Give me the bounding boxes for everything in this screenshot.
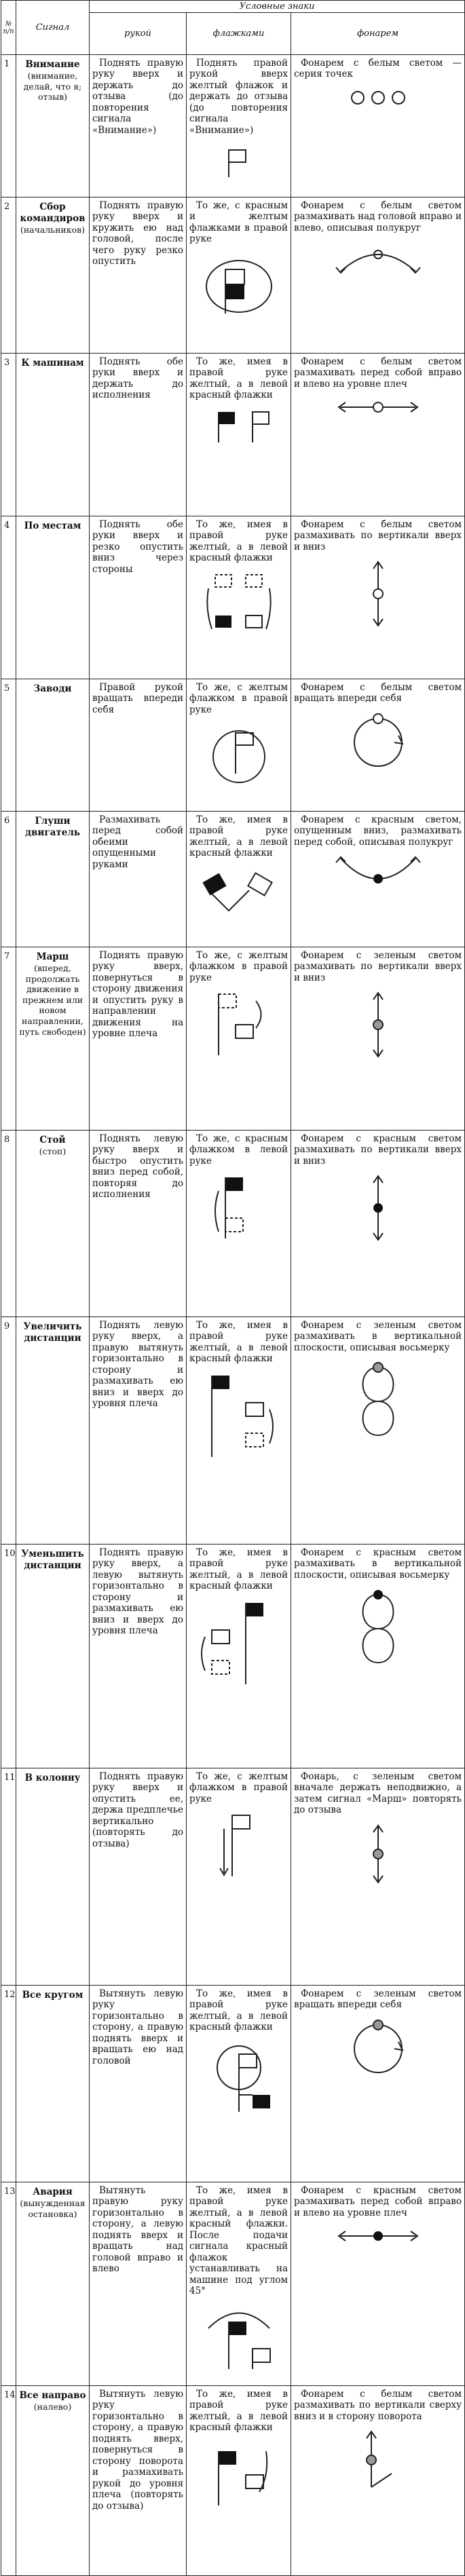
- table-row: [1, 197, 465, 354]
- signal-subtitle: (стоп): [39, 1145, 67, 1156]
- lamp-description-diagram: [294, 2222, 462, 2250]
- hand-description: [90, 1545, 187, 1768]
- lamp-description-text: Фонарем с белым светом вращать впереди себя: [294, 682, 462, 704]
- row-number: 4: [1, 516, 16, 679]
- lamp-description-diagram: [294, 556, 462, 631]
- lamp-description-text: Фонарем с красным светом размахивать перед собой вправо и влево на уровне плеч: [294, 2185, 462, 2218]
- lamp-description: [291, 2386, 465, 2576]
- row-number: 12: [1, 1986, 16, 2182]
- table-row: [1, 1768, 465, 1986]
- lamp-description: [291, 55, 465, 197]
- table-row: [1, 1545, 465, 1768]
- lamp-description: [291, 812, 465, 947]
- hand-description: [90, 197, 187, 354]
- signal-subtitle: (начальников): [20, 224, 86, 235]
- hand-description-text: Поднять правую руку вверх и держать до отзыва (до повторения сигнала «Внимание»): [92, 58, 183, 136]
- header-num: № п/п: [1, 1, 16, 55]
- lamp-description-diagram: [294, 2426, 462, 2501]
- row-number: 13: [1, 2182, 16, 2386]
- lamp-description-diagram: [294, 2015, 462, 2083]
- signal-name: [16, 1131, 90, 1317]
- header-signal: Сигнал: [16, 1, 90, 55]
- lamp-description: [291, 947, 465, 1131]
- lamp-description-text: Фонарем с красным светом размахивать по вертикали вверх и вниз: [294, 1133, 462, 1167]
- lamp-description: [291, 1545, 465, 1768]
- flags-description-diagram: [189, 2438, 288, 2512]
- flags-description: [187, 2182, 291, 2386]
- row-number: 1: [1, 55, 16, 197]
- signal-subtitle: (вынужденная остановка): [20, 2197, 86, 2219]
- signal-name: [16, 516, 90, 679]
- table-row: [1, 1986, 465, 2182]
- flags-description-text: То же, с красным флажком в левой руке: [189, 1133, 288, 1167]
- flags-description-diagram: [189, 1369, 288, 1464]
- flags-description-diagram: [189, 568, 288, 643]
- table-row: [1, 1317, 465, 1545]
- signal-title: Заводи: [33, 683, 72, 694]
- row-number: 10: [1, 1545, 16, 1768]
- signal-name: [16, 1986, 90, 2182]
- hand-description: [90, 1768, 187, 1986]
- hand-description: [90, 516, 187, 679]
- flags-description-text: То же, имея в правой руке желтый, а в левой красный флажки. После подачи сигнала красный флажок устанавливать на машине под углом 45°: [189, 2185, 288, 2297]
- table-row: [1, 947, 465, 1131]
- signal-name: [16, 947, 90, 1131]
- lamp-description-diagram: [294, 238, 462, 278]
- flags-description: [187, 947, 291, 1131]
- signal-title: В колонну: [24, 1773, 81, 1783]
- flags-description-diagram: [189, 249, 288, 324]
- lamp-description: [291, 197, 465, 354]
- flags-description-diagram: [189, 1808, 288, 1883]
- signal-subtitle: (налево): [33, 2401, 72, 2412]
- lamp-description: [291, 1131, 465, 1317]
- flags-description-text: Поднять правой рукой вверх желтый флажок и держать до отзыва (до повторения сигнала «Внимание»): [189, 58, 288, 136]
- flags-description-diagram: [189, 987, 288, 1062]
- hand-description-text: Размахивать перед собой обеими опущенными руками: [92, 814, 183, 870]
- flags-description-diagram: [189, 1596, 288, 1691]
- row-number: 9: [1, 1317, 16, 1545]
- lamp-description-text: Фонарем с зеленым светом размахивать по вертикали вверх и вниз: [294, 950, 462, 983]
- table-row: [1, 2386, 465, 2576]
- flags-description-text: То же, имея в правой руке желтый, а в левой красный флажки: [189, 1988, 288, 2033]
- lamp-description-text: Фонарем с красным светом, опущенным вниз, размахивать перед собой, описывая полукруг: [294, 814, 462, 848]
- flags-description: [187, 679, 291, 812]
- table-row: [1, 1131, 465, 1317]
- flags-description-text: То же, с красным и желтым флажками в правой руке: [189, 200, 288, 245]
- lamp-description-text: Фонарем с зеленым светом вращать впереди себя: [294, 1988, 462, 2011]
- hand-description-text: Правой рукой вращать впереди себя: [92, 682, 183, 715]
- signal-name: [16, 2182, 90, 2386]
- lamp-description: [291, 1317, 465, 1545]
- flags-description-diagram: [189, 2037, 288, 2119]
- row-number: 6: [1, 812, 16, 947]
- flags-description-text: То же, имея в правой руке желтый, а в левой красный флажки: [189, 519, 288, 564]
- lamp-description: [291, 1768, 465, 1986]
- header-group: Условные знаки: [90, 1, 465, 13]
- lamp-description-diagram: [294, 84, 462, 111]
- flags-description-diagram: [189, 2301, 288, 2376]
- lamp-description-text: Фонарем с белым светом размахивать по вертикали вверх и вниз: [294, 519, 462, 552]
- hand-description-text: Поднять правую руку вверх, повернуться в сторону движения и опустить руку в направлении движения на уровне плеча: [92, 950, 183, 1040]
- flags-description: [187, 516, 291, 679]
- row-number: 14: [1, 2386, 16, 2576]
- signal-title: Все кругом: [22, 1990, 83, 2001]
- hand-description: [90, 679, 187, 812]
- signal-name: [16, 812, 90, 947]
- flags-description: [187, 812, 291, 947]
- hand-description: [90, 1986, 187, 2182]
- hand-description-text: Поднять правую руку вверх и кружить ею над головой, после чего руку резко опустить: [92, 200, 183, 267]
- signal-name: [16, 354, 90, 516]
- lamp-description-text: Фонарем с белым светом размахивать над головой вправо и влево, описывая полукруг: [294, 200, 462, 233]
- lamp-description-text: Фонарем с белым светом — серия точек: [294, 58, 462, 80]
- flags-description: [187, 1768, 291, 1986]
- lamp-description: [291, 1986, 465, 2182]
- lamp-description: [291, 354, 465, 516]
- table-row: [1, 354, 465, 516]
- signal-name: [16, 2386, 90, 2576]
- lamp-description-diagram: [294, 708, 462, 776]
- signal-name: [16, 197, 90, 354]
- table-row: [1, 679, 465, 812]
- signal-name: [16, 55, 90, 197]
- flags-description: [187, 1986, 291, 2182]
- signal-title: Уменьшить дистанции: [21, 1549, 84, 1571]
- hand-description: [90, 947, 187, 1131]
- flags-description-diagram: [189, 140, 288, 181]
- lamp-description-text: Фонарем с красным светом размахивать в вертикальной плоскости, описывая восьмерку: [294, 1547, 462, 1580]
- flags-description-text: То же, имея в правой руке желтый, а в левой красный флажки: [189, 1547, 288, 1592]
- flags-description-text: То же, имея в правой руке желтый, а в левой красный флажки: [189, 814, 288, 859]
- hand-description: [90, 2386, 187, 2576]
- flags-description-diagram: [189, 719, 288, 787]
- signal-title: Увеличить дистанции: [23, 1321, 82, 1344]
- flags-description: [187, 354, 291, 516]
- flags-description-text: То же, имея в правой руке желтый, а в левой красный флажки: [189, 356, 288, 401]
- row-number: 7: [1, 947, 16, 1131]
- lamp-description-text: Фонарем с белым светом размахивать по вертикали сверху вниз и в сторону поворота: [294, 2389, 462, 2422]
- signal-name: [16, 1768, 90, 1986]
- hand-description-text: Вытянуть правую руку горизонтально в сторону, а левую поднять вверх и вращать над головой вправо и влево: [92, 2185, 183, 2275]
- row-number: 2: [1, 197, 16, 354]
- flags-description-text: То же, имея в правой руке желтый, а в левой красный флажки: [189, 1320, 288, 1365]
- signal-title: К машинам: [21, 358, 84, 368]
- signal-title: Все направо: [19, 2390, 86, 2401]
- row-number: 3: [1, 354, 16, 516]
- flags-description: [187, 1131, 291, 1317]
- hand-description-text: Поднять правую руку вверх, а левую вытянуть горизонтально в сторону и размахивать ею вниз и вверх до уровня плеча: [92, 1547, 183, 1637]
- flags-description: [187, 197, 291, 354]
- row-number: 5: [1, 679, 16, 812]
- lamp-description-diagram: [294, 1171, 462, 1245]
- flags-description-text: То же, с желтым флажком в правой руке: [189, 682, 288, 715]
- table-row: [1, 516, 465, 679]
- signal-subtitle: (вперед, продолжать движение в прежнем или новом направлении, путь свободен): [19, 962, 86, 1037]
- flags-description: [187, 1545, 291, 1768]
- lamp-description: [291, 2182, 465, 2386]
- lamp-description-diagram: [294, 852, 462, 892]
- flags-description-diagram: [189, 405, 288, 446]
- lamp-description-text: Фонарем с белым светом размахивать перед собой вправо и влево на уровне плеч: [294, 356, 462, 390]
- hand-description-text: Вытянуть левую руку горизонтально в сторону, а правую поднять вверх и вращать ею над головой: [92, 1988, 183, 2066]
- hand-description-text: Поднять левую руку вверх, а правую вытянуть горизонтально в сторону и размахивать ею вниз и вверх до уровня плеча: [92, 1320, 183, 1409]
- signal-title: Стой: [39, 1135, 66, 1145]
- header-flags: флажками: [187, 13, 291, 55]
- hand-description-text: Поднять обе руки вверх и держать до исполнения: [92, 356, 183, 401]
- signal-subtitle: (внимание, делай, что я; отзыв): [23, 70, 82, 102]
- lamp-description-diagram: [294, 1820, 462, 1888]
- hand-description: [90, 55, 187, 197]
- hand-description: [90, 354, 187, 516]
- flags-description-diagram: [189, 863, 288, 917]
- signal-title: Внимание: [25, 59, 80, 70]
- hand-description-text: Поднять обе руки вверх и резко опустить вниз через стороны: [92, 519, 183, 575]
- signal-title: Сбор командиров: [20, 202, 86, 224]
- signal-title: Авария: [33, 2186, 73, 2197]
- lamp-description-text: Фонарь, с зеленым светом вначале держать неподвижно, а затем сигнал «Марш» повторять до отзыва: [294, 1771, 462, 1816]
- header-hand: рукой: [90, 13, 187, 55]
- lamp-description-diagram: [294, 987, 462, 1062]
- row-number: 11: [1, 1768, 16, 1986]
- flags-description-diagram: [189, 1171, 288, 1245]
- lamp-description-text: Фонарем с зеленым светом размахивать в вертикальной плоскости, описывая восьмерку: [294, 1320, 462, 1353]
- hand-description-text: Поднять правую руку вверх и опустить ее, держа предплечье вертикально (повторять до отзыва): [92, 1771, 183, 1849]
- hand-description-text: Вытянуть левую руку горизонтально в сторону, а правую поднять вверх, повернуться в сторону поворота и размахивать рукой до уровня плеча (повторять до отзыва): [92, 2389, 183, 2512]
- lamp-description-diagram: [294, 1357, 462, 1445]
- table-row: [1, 55, 465, 197]
- hand-description: [90, 2182, 187, 2386]
- flags-description-text: То же, с желтым флажком в правой руке: [189, 950, 288, 983]
- hand-description-text: Поднять левую руку вверх и быстро опустить вниз перед собой, повторяя до исполнения: [92, 1133, 183, 1200]
- flags-description-text: То же, с желтым флажком в правой руке: [189, 1771, 288, 1804]
- hand-description: [90, 812, 187, 947]
- flags-description: [187, 1317, 291, 1545]
- signal-name: [16, 1317, 90, 1545]
- lamp-description-diagram: [294, 394, 462, 421]
- signals-table: [1, 0, 465, 2576]
- table-row: [1, 2182, 465, 2386]
- signal-name: [16, 1545, 90, 1768]
- lamp-description-diagram: [294, 1585, 462, 1673]
- flags-description: [187, 55, 291, 197]
- signal-name: [16, 679, 90, 812]
- signal-title: Марш: [36, 951, 69, 962]
- hand-description: [90, 1131, 187, 1317]
- header-lamp: фонарем: [291, 13, 465, 55]
- table-row: [1, 812, 465, 947]
- lamp-description: [291, 679, 465, 812]
- flags-description: [187, 2386, 291, 2576]
- lamp-description: [291, 516, 465, 679]
- signal-title: По местам: [24, 520, 81, 531]
- flags-description-text: То же, имея в правой руке желтый, а в левой красный флажки: [189, 2389, 288, 2433]
- row-number: 8: [1, 1131, 16, 1317]
- hand-description: [90, 1317, 187, 1545]
- signal-title: Глуши двигатель: [24, 816, 81, 838]
